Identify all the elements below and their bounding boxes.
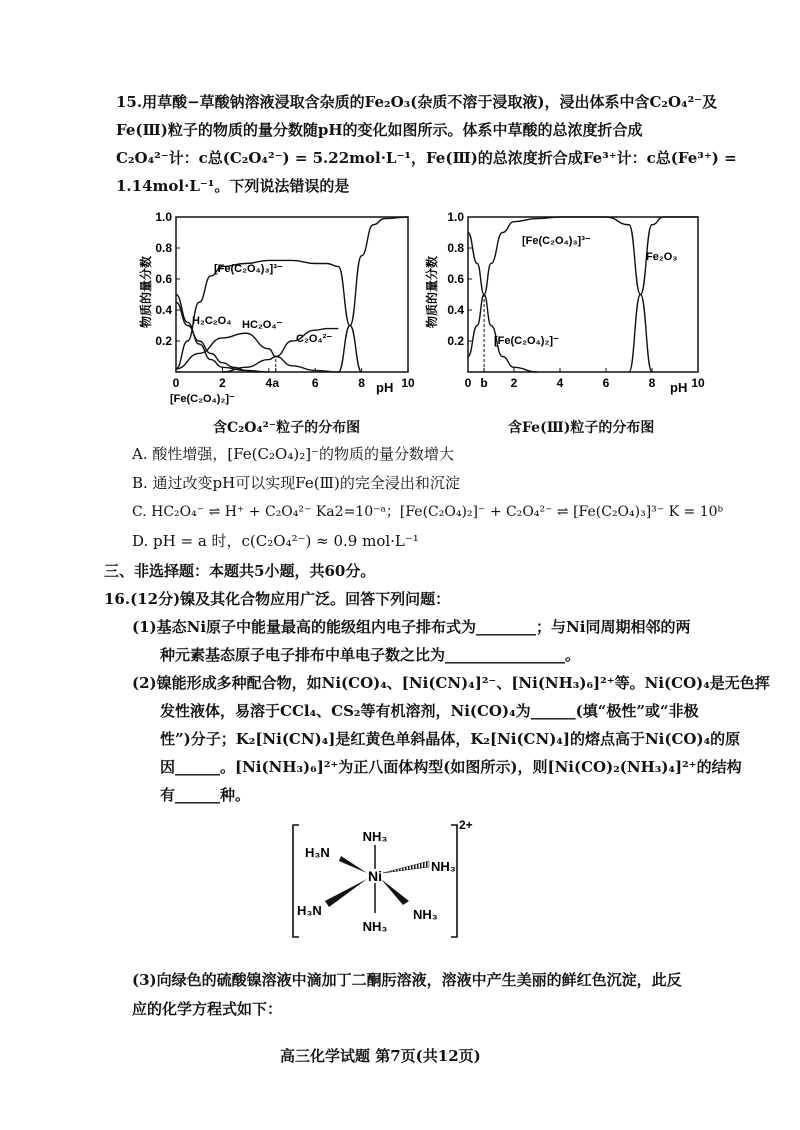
option-a: A. 酸性增强，[Fe(C₂O₄)₂]⁻的物质的量分数增大 [132, 445, 454, 463]
y-tick-label: 0.4 [155, 303, 172, 317]
x-tick-label: 8 [358, 376, 365, 390]
series-label: [Fe(C₂O₄)₃]³⁻ [214, 263, 283, 275]
bond-lower-right-wedge [381, 879, 409, 905]
q16-p2-line4: 因______。[Ni(NH₃)₆]²⁺为正八面体构型(如图所示)，则[Ni(CO)₂(NH₃)₄]²⁺的结构 [160, 758, 742, 776]
x-tick-label: 4 [556, 376, 564, 390]
q16-p3-line2: 应的化学方程式如下： [132, 1000, 283, 1018]
chart2-xlabel: pH [670, 380, 688, 395]
q15-line1: 15.用草酸−草酸钠溶液浸取含杂质的Fe₂O₃(杂质不溶于浸取液)，浸出体系中含C₂O₄²⁻及 [116, 93, 718, 111]
complex-charge: 2+ [459, 818, 473, 832]
series-label: H₂C₂O₄ [192, 315, 232, 327]
bond-lower-left-wedge [325, 879, 367, 907]
q16-p1-line2: 种元素基态原子电子排布中单电子数之比为________________。 [160, 646, 581, 664]
q16-title: 16.(12分)镍及其化合物应用广泛。回答下列问题： [104, 590, 451, 608]
q16-p3-line1: (3)向绿色的硫酸镍溶液中滴加丁二酮肟溶液，溶液中产生美丽的鲜红色沉淀，此反 [132, 971, 682, 989]
y-tick-label: 0.6 [155, 272, 172, 286]
chart1-title: 含C₂O₄²⁻粒子的分布图 [213, 420, 361, 436]
y-tick-label: 0.2 [155, 334, 172, 348]
y-tick-label: 0.2 [447, 334, 464, 348]
chart2-ylabel: 物质的量分数 [425, 255, 439, 329]
x-tick-label: b [480, 376, 488, 390]
chart-fe-distribution [420, 202, 712, 412]
chart1-frame [176, 217, 408, 372]
bond-upper-left-hashed [339, 856, 367, 873]
ni-nh3-complex-diagram [285, 815, 490, 945]
q15-line4: 1.14mol·L⁻¹。下列说法错误的是 [116, 177, 350, 195]
y-tick-label: 0.6 [447, 272, 464, 286]
q16-p2-line1: (2)镍能形成多种配合物，如Ni(CO)₄、[Ni(CN)₄]²⁻、[Ni(NH₃)₆]²⁺等。Ni(CO)₄是无色挥 [132, 674, 770, 692]
chart1-xlabel: pH [376, 380, 394, 395]
x-tick-label: 10 [691, 376, 705, 390]
page-footer: 高三化学试题 第7页(共12页) [280, 1047, 481, 1065]
ligand-lower-right: NH₃ [413, 907, 438, 922]
x-tick-label: 0 [464, 376, 472, 390]
q16-p2-line2: 发性液体，易溶于CCl₄、CS₂等有机溶剂，Ni(CO)₄为______(填“极性”或“非极 [160, 702, 699, 720]
y-tick-label: 1.0 [155, 210, 172, 224]
x-tick-label: 6 [311, 376, 319, 390]
x-tick-label: 8 [648, 376, 656, 390]
y-tick-label: 0.8 [447, 241, 464, 255]
ligand-bottom: NH₃ [362, 919, 388, 934]
series-label: C₂O₄²⁻ [296, 333, 333, 345]
q16-p2-line5: 有______种。 [160, 786, 251, 804]
x-tick-label: 6 [602, 376, 610, 390]
ligand-lower-left: H₃N [297, 903, 322, 918]
series-label: [Fe(C₂O₄)₃]³⁻ [522, 235, 591, 247]
chart-c2o4-distribution [128, 202, 420, 412]
x-tick-label: 0 [172, 376, 180, 390]
q15-line2: Fe(Ⅲ)粒子的物质的量分数随pH的变化如图所示。体系中草酸的总浓度折合成 [116, 121, 643, 139]
x-tick-label: a [272, 376, 280, 390]
section-heading: 三、非选择题：本题共5小题，共60分。 [104, 562, 376, 580]
ligand-upper-right: NH₃ [431, 859, 456, 874]
q16-p2-line3: 性”)分子；K₂[Ni(CN)₄]是红黄色单斜晶体，K₂[Ni(CN)₄]的熔点高于Ni(CO)₄的原 [160, 730, 741, 748]
series-label: Fe₂O₃ [646, 251, 678, 263]
x-tick-label: 2 [510, 376, 518, 390]
ligand-upper-left: H₃N [305, 845, 330, 860]
x-tick-label: 4 [265, 376, 273, 390]
chart2-title: 含Fe(Ⅲ)粒子的分布图 [508, 420, 655, 436]
y-tick-label: 0.8 [155, 241, 172, 255]
option-b: B. 通过改变pH可以实现Fe(Ⅲ)的完全浸出和沉淀 [132, 474, 460, 492]
left-bracket [293, 825, 299, 937]
bond-upper-right-hashed [383, 861, 429, 873]
option-d: D. pH = a 时，c(C₂O₄²⁻) ≈ 0.9 mol·L⁻¹ [132, 532, 419, 550]
series-label: [Fe(C₂O₄)₂]⁻ [494, 335, 559, 347]
x-tick-label: 10 [401, 376, 415, 390]
y-tick-label: 0.4 [447, 303, 464, 317]
chart1-ylabel: 物质的量分数 [139, 255, 153, 329]
series-label: HC₂O₄⁻ [242, 319, 283, 331]
option-c: C. HC₂O₄⁻ ⇌ H⁺ + C₂O₄²⁻ Ka2=10⁻ᵃ；[Fe(C₂O₄)₂]⁻ + C₂O₄²⁻ ⇌ [Fe(C₂O₄)₃]³⁻ K = 10ᵇ [132, 504, 724, 520]
ligand-top: NH₃ [362, 829, 388, 844]
series-line [176, 295, 269, 373]
q15-line3: C₂O₄²⁻计：c总(C₂O₄²⁻) = 5.22mol·L⁻¹，Fe(Ⅲ)的总浓度折合成Fe³⁺计：c总(Fe³⁺) = [116, 149, 737, 167]
ni-atom: Ni [368, 868, 382, 884]
q16-p1-line1: (1)基态Ni原子中能量最高的能级组内电子排布式为________；与Ni同周期相邻的两 [132, 618, 691, 636]
x-tick-label: 2 [219, 376, 226, 390]
series-line [468, 233, 537, 373]
series-line [338, 217, 408, 372]
right-bracket [451, 825, 457, 937]
y-tick-label: 1.0 [447, 210, 464, 224]
series-label: [Fe(C₂O₄)₂]⁻ [170, 393, 235, 405]
